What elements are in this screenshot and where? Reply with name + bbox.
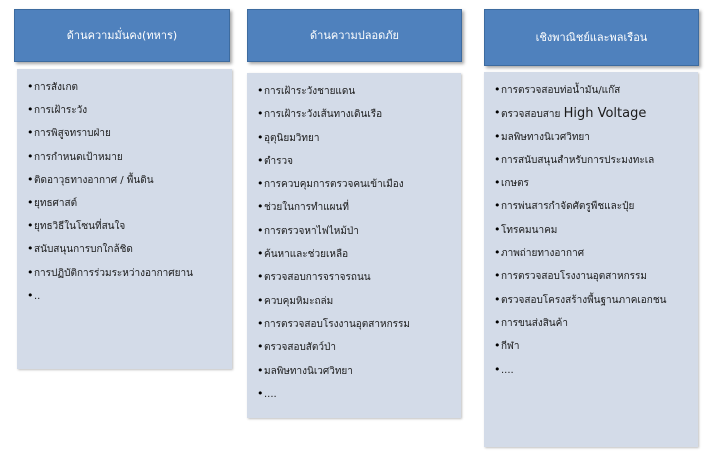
list-item: • การพ่นสารกำจัดศัตรูพืชและปุ๋ย — [494, 195, 698, 218]
list-item: • การพิสูจทราบฝ่าย — [27, 122, 232, 145]
list-item: • ติดอาวุธทางอากาศ / พื้นดิน — [27, 169, 232, 192]
list-item — [494, 102, 698, 125]
list-item: • ยุทธศาสต์ — [27, 192, 232, 215]
list-item: • ควบคุมหิมะถล่ม — [257, 290, 461, 313]
military-item-list — [17, 69, 232, 369]
list-item: • การตรวจสอบโรงงานอุตสาหกรรม — [257, 313, 461, 336]
list-item: • .... — [257, 383, 461, 406]
list-item: • การเฝ้าระวังเส้นทางเดินเรือ — [257, 103, 461, 126]
commercial-item-list — [484, 72, 698, 447]
list-item: • มลพิษทางนิเวศวิทยา — [257, 360, 461, 383]
list-item: • การควบคุมการตรวจคนเข้าเมือง — [257, 173, 461, 196]
list-item: • การตรวจสอบท่อน้ำมัน/แก๊ส — [494, 79, 698, 102]
list-item-highlight: High Voltage — [563, 106, 647, 122]
list-item: • .. — [27, 285, 232, 308]
list-item-prefix: ตรวจสอบสาย — [501, 109, 561, 121]
military-column-header — [14, 9, 230, 62]
commercial-column-header — [484, 9, 699, 66]
list-item: • การตรวจสอบโรงงานอุตสาหกรรม — [494, 265, 698, 288]
list-item: • .... — [494, 359, 698, 382]
list-item: • มลพิษทางนิเวศวิทยา — [494, 126, 698, 149]
list-item: • ยุทธวิธีในโซนที่สนใจ — [27, 215, 232, 238]
list-item: • ตำรวจ — [257, 150, 461, 173]
list-item: • ภาพถ่ายทางอากาศ — [494, 242, 698, 265]
commercial-column-title: เชิงพาณิชย์และพลเรือน — [535, 30, 648, 44]
safety-column-header — [247, 9, 462, 62]
list-item: • การตรวจหาไฟไหม้ป่า — [257, 220, 461, 243]
list-item: • กีฬา — [494, 335, 698, 358]
list-item: • ค้นหาและช่วยเหลือ — [257, 243, 461, 266]
list-item: • การสังเกต — [27, 76, 232, 99]
list-item: • ตรวจสอบการจราจรถนน — [257, 266, 461, 289]
list-item: • สนับสนุนการบกใกล้ชิด — [27, 238, 232, 261]
list-item: • ตรวจสอบสัตว์ป่า — [257, 336, 461, 359]
list-item: • การขนส่งสินค้า — [494, 312, 698, 335]
list-item: • เกษตร — [494, 172, 698, 195]
list-item: • ตรวจสอบโครงสร้างพื้นฐานภาคเอกชน — [494, 289, 698, 312]
safety-item-list — [247, 73, 461, 418]
list-item: • อุตุนิยมวิทยา — [257, 127, 461, 150]
safety-column-title: ด้านความปลอดภัย — [310, 28, 399, 42]
list-item: • ช่วยในการทำแผนที่ — [257, 196, 461, 219]
list-item: • การสนับสนุนสำหรับการประมงทะเล — [494, 149, 698, 172]
list-item: • การเฝ้าระวัง — [27, 99, 232, 122]
list-item: • การกำหนดเป้าหมาย — [27, 146, 232, 169]
military-column-title: ด้านความมั่นคง(ทหาร) — [66, 28, 178, 42]
list-item: • การปฏิบัติการร่วมระหว่างอากาศยาน — [27, 262, 232, 285]
list-item: • โทรคมนาคม — [494, 219, 698, 242]
list-item: • การเฝ้าระวังชายแดน — [257, 80, 461, 103]
